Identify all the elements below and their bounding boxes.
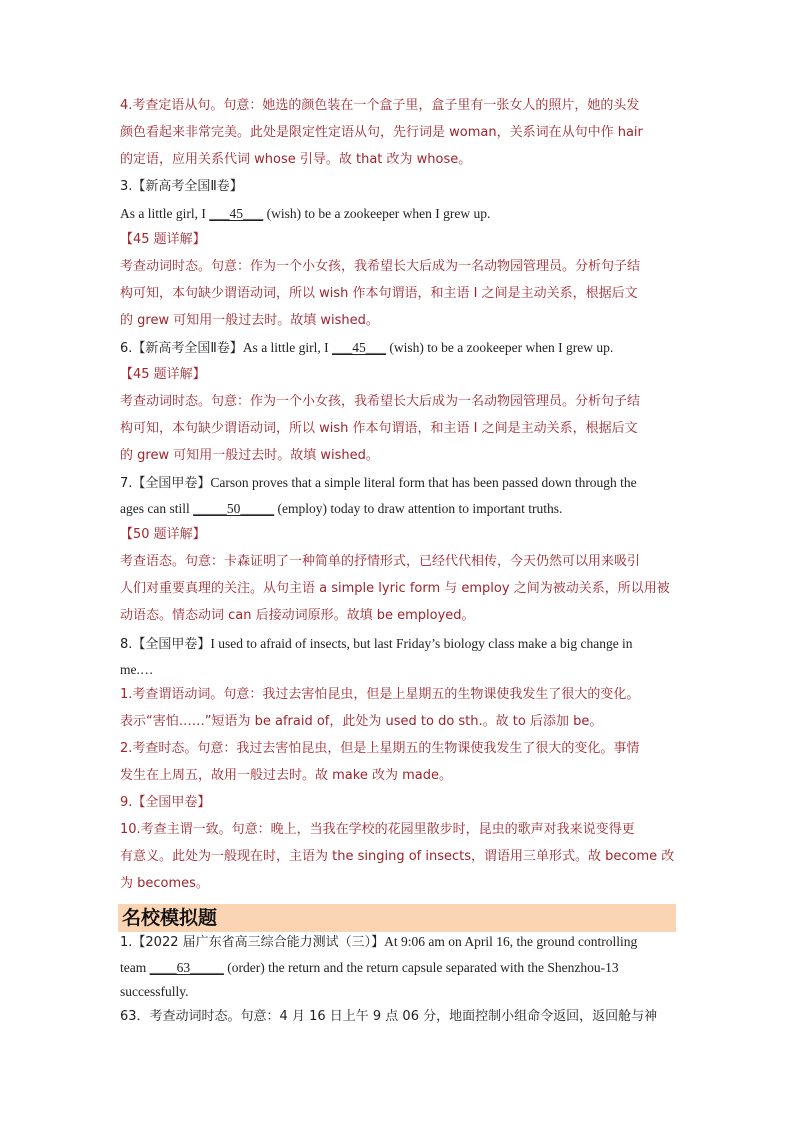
text-line: 4.考查定语从句。句意：她选的颜色装在一个盒子里，盒子里有一张女人的照片，她的头发	[120, 98, 640, 113]
text-line: 1.考查谓语动词。句意：我过去害怕昆虫，但是上星期五的生物课使我发生了很大的变化。	[120, 687, 640, 702]
answer-blank: ____63_____	[149, 960, 224, 975]
question-text: successfully.	[120, 984, 189, 999]
explanation-heading: 【45 题详解】	[120, 367, 206, 382]
question-text	[120, 500, 680, 518]
question-text-part: As a little girl, I	[120, 206, 210, 221]
text-line: 颜色看起来非常完美。此处是限定性定语从句，先行词是 woman，关系词在从句中作 hair	[120, 125, 643, 140]
text-line: 构可知，本句缺少谓语动词，所以 wish 作本句谓语，和主语 I 之间是主动关系，根据后文	[120, 286, 638, 301]
text-line: 动语态。情态动词 can 后接动词原形。故填 be employed。	[120, 608, 475, 623]
question-text	[120, 959, 680, 977]
question-text-part: team	[120, 960, 150, 975]
question-text-part: (wish) to be a zookeeper when I grew up.	[386, 340, 614, 355]
question-text-part: (wish) to be a zookeeper when I grew up.	[263, 206, 491, 221]
question-source: 6.【新高考全国Ⅱ卷】	[120, 341, 243, 356]
text-line: 63．考查动词时态。句意：4 月 16 日上午 9 点 06 分，地面控制小组命令返回，返回舱与神	[120, 1009, 658, 1024]
question-source: 1.【2022 届广东省高三综合能力测试（三）】	[120, 935, 385, 950]
text-line: 的定语，应用关系代词 whose 引导。故 that 改为 whose。	[120, 152, 472, 167]
question-text	[120, 205, 680, 223]
text-line: 有意义。此处为一般现在时，主语为 the singing of insects，谓语用三单形式。故 become 改	[120, 849, 675, 864]
explanation-heading: 【45 题详解】	[120, 232, 206, 247]
text-line: 为 becomes。	[120, 876, 209, 891]
question-source: 3.【新高考全国Ⅱ卷】	[120, 179, 243, 194]
question-text-part: (order) the return and the return capsule separated with the Shenzhou-13	[223, 960, 619, 975]
question-text	[120, 933, 680, 952]
text-line: 10.考查主谓一致。句意：晚上，当我在学校的花园里散步时，昆虫的歌声对我来说变得更	[120, 822, 635, 837]
question-text	[120, 474, 680, 493]
text-line: 2.考查时态。句意：我过去害怕昆虫，但是上星期五的生物课使我发生了很大的变化。事情	[120, 741, 640, 756]
question-text-part: As a little girl, I	[242, 340, 333, 355]
question-text: me.…	[120, 662, 154, 677]
text-line: 的 grew 可知用一般过去时。故填 wished。	[120, 448, 379, 463]
question-source: 7.【全国甲卷】	[120, 476, 211, 491]
explanation-heading: 【50 题详解】	[120, 527, 206, 542]
question-text	[120, 635, 680, 654]
text-line: 构可知，本句缺少谓语动词，所以 wish 作本句谓语，和主语 I 之间是主动关系，根据后文	[120, 421, 638, 436]
text-line: 的 grew 可知用一般过去时。故填 wished。	[120, 313, 379, 328]
question-text-part: (employ) today to draw attention to important truths.	[274, 501, 563, 516]
text-line: 考查动词时态。句意：作为一个小女孩，我希望长大后成为一名动物园管理员。分析句子结	[120, 394, 641, 409]
text-line: 考查动词时态。句意：作为一个小女孩，我希望长大后成为一名动物园管理员。分析句子结	[120, 259, 641, 274]
question-text	[120, 339, 680, 358]
text-line: 考查语态。句意：卡森证明了一种简单的抒情形式，已经代代相传，今天仍然可以用来吸引	[120, 554, 641, 569]
section-title: 名校模拟题	[122, 907, 218, 929]
question-text-part: At 9:06 am on April 16, the ground controlling	[384, 934, 638, 949]
text-line: 发生在上周五，故用一般过去时。故 make 改为 made。	[120, 768, 452, 783]
question-source: 8.【全国甲卷】	[120, 637, 211, 652]
question-source: 9.【全国甲卷】	[120, 795, 211, 810]
answer-blank: ___45___	[332, 340, 387, 355]
text-line: 人们对重要真理的关注。从句主语 a simple lyric form 与 employ 之间为被动关系，所以用被	[120, 581, 670, 596]
text-line: 表示“害怕……”短语为 be afraid of，此处为 used to do sth.。故 to 后添加 be。	[120, 714, 603, 729]
answer-blank: _____50_____	[193, 501, 275, 516]
answer-blank: ___45___	[209, 206, 264, 221]
question-text-part: Carson proves that a simple literal form that has been passed down through the	[210, 475, 637, 490]
question-text-part: ages can still	[120, 501, 194, 516]
question-text-part: I used to afraid of insects, but last Friday’s biology class make a big change in	[210, 636, 633, 651]
